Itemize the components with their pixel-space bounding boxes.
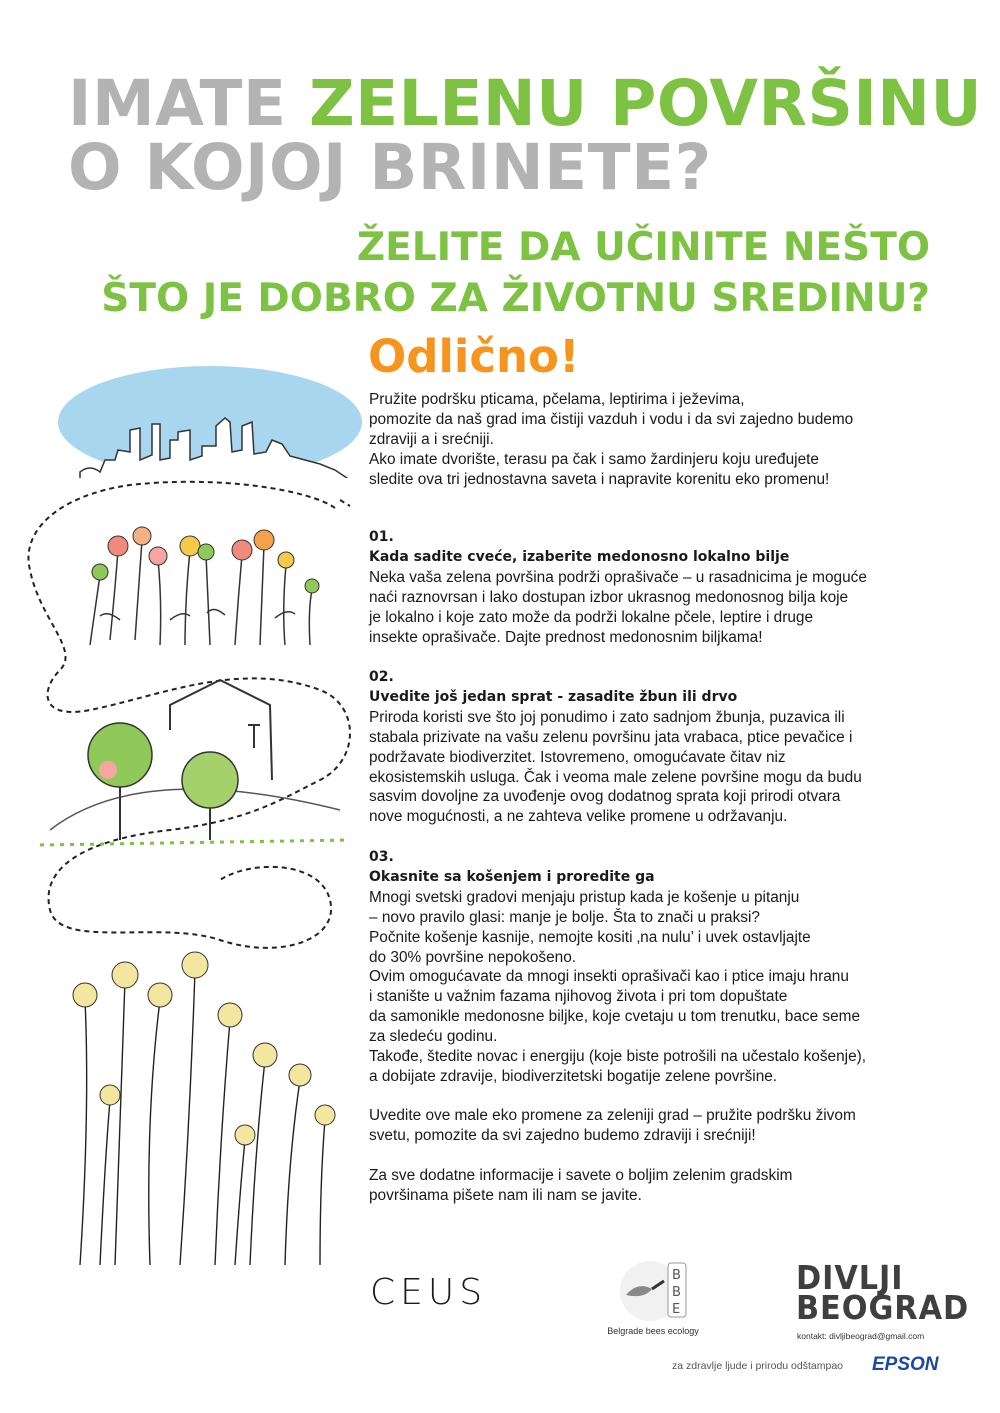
intro-line: pomozite da naš grad ima čistiji vazduh i vodu i da svi zajedno budemo	[369, 410, 854, 428]
epson-logo: EPSON	[872, 1354, 939, 1375]
contact-email: kontakt: divljibeograd@gmail.com	[797, 1331, 925, 1341]
tip-line: ekosistemskih usluga. Čak i veoma male zelene površine mogu da budu	[369, 768, 862, 786]
closing-text	[369, 1106, 969, 1146]
tip-title: Okasnite sa košenjem i proredite ga	[369, 868, 655, 885]
tip-line: za sledeću godinu.	[369, 1028, 498, 1046]
tip-line: naći raznovrsan i lako dostupan izbor ukrasnog medonosnog bilja koje	[369, 588, 849, 606]
flowers-icon	[90, 527, 319, 645]
tip-line: stabala prizivate na vašu zelenu površinu jata vrabaca, ptice pevačice i	[369, 728, 853, 746]
contact-text	[369, 1166, 969, 1206]
tip-02	[369, 668, 969, 827]
divlji-beograd-logo	[796, 1258, 970, 1327]
tip-number: 01.	[369, 529, 394, 545]
closing-line: Uvedite ove male eko promene za zeleniji grad – pružite podršku živom	[369, 1107, 856, 1124]
wild-plants-icon	[80, 970, 325, 1265]
tip-line: podržavate biodiverzitet. Istovremeno, omogućavate čitav niz	[369, 748, 786, 766]
tip-line: – novo pravilo glasi: manje je bolje. Šta to znači u praksi?	[369, 908, 760, 926]
tip-01	[369, 528, 969, 647]
tip-title: Kada sadite cveće, izaberite medonosno lokalno bilje	[369, 548, 790, 565]
tip-line: Počnite košenje kasnije, nemojte kositi ‚na nulu’ i uvek ostavljajte	[369, 928, 811, 946]
intro-line: Pružite podršku pticama, pčelama, leptirima i ježevima,	[369, 391, 745, 408]
contact-line: površinama pišete nam ili nam se javite.	[369, 1186, 642, 1204]
tip-line: i stanište u važnim fazama njihovog života i pri tom dopuštate	[369, 988, 788, 1006]
headline-gray: IMATE	[68, 67, 309, 140]
subheadline	[101, 222, 930, 324]
tip-line: insekte oprašivače. Dajte prednost medonosnim biljkama!	[369, 628, 763, 646]
tip-line: Mnogi svetski gradovi menjaju pristup kada je košenje u pitanju	[369, 888, 800, 906]
tip-line: Priroda koristi sve što joj ponudimo i zato sadnjom žbunja, puzavica ili	[369, 708, 845, 726]
printed-by: za zdravlje ljude i prirodu odštampao	[672, 1360, 844, 1372]
headline	[68, 67, 983, 204]
tip-number: 02.	[369, 669, 394, 685]
tip-line: sasvim dovoljne za uvođenje ovog dodatnog sprata koji prirodi otvara	[369, 788, 841, 806]
divlji-word: DIVLJI	[796, 1258, 904, 1297]
tip-line: da samonikle medonosne biljke, koje cvetaju u tom trenutku, bace seme	[369, 1008, 861, 1026]
bbe-caption: Belgrade bees ecology	[607, 1326, 699, 1336]
ceus-logo: CEUS	[370, 1272, 488, 1313]
house-trees-icon	[40, 680, 350, 845]
bbe-letter: B	[672, 1285, 681, 1300]
subheadline-line1: ŽELITE DA UČINITE NEŠTO	[356, 225, 930, 270]
headline-line2: O KOJOJ BRINETE?	[68, 131, 712, 204]
bbe-letter: B	[672, 1268, 681, 1283]
tip-line: Ovim omogućavate da mnogi insekti oprašivači kao i ptice imaju hranu	[369, 968, 849, 986]
contact-line: Za sve dodatne informacije i savete o boljim zelenim gradskim	[369, 1167, 793, 1184]
intro-line: sledite ova tri jednostavna saveta i napravite korenitu eko promenu!	[369, 470, 830, 488]
tip-line: nove mogućnosti, a ne zahteva velike promene u održavanju.	[369, 808, 788, 826]
bbe-letter: E	[672, 1302, 681, 1317]
tip-line: je lokalno i koje zato može da podrži lokalne pčele, leptire i druge	[369, 608, 814, 626]
nature-illustration	[20, 360, 365, 1270]
subheadline-line2: ŠTO JE DOBRO ZA ŽIVOTNU SREDINU?	[101, 276, 930, 321]
beograd-word: BEOGRAD	[796, 1288, 970, 1327]
intro-text	[369, 390, 969, 490]
tip-number: 03.	[369, 849, 394, 865]
tip-line: Takođe, štedite novac i energiju (koje biste potrošili na učestalo košenje),	[369, 1048, 867, 1066]
bee-logo-icon	[616, 1255, 690, 1325]
tip-line: do 30% površine nepokošeno.	[369, 948, 577, 966]
closing-line: svetu, pomozite da svi zajedno budemo zdraviji i srećniji!	[369, 1126, 756, 1144]
tip-line: Neka vaša zelena površina podrži oprašivače – u rasadnicima je moguće	[369, 568, 867, 586]
intro-line: Ako imate dvorište, terasu pa čak i samo žardinjeru koju uređujete	[369, 450, 819, 468]
exclaim-title: Odlično!	[368, 330, 580, 383]
tip-title: Uvedite još jedan sprat - zasadite žbun ili drvo	[369, 688, 738, 705]
intro-line: zdraviji a i srećniji.	[369, 430, 494, 448]
headline-green: ZELENU POVRŠINU	[308, 67, 983, 140]
tip-line: a dobijate zdravije, biodiverzitetski bogatije zelene površine.	[369, 1067, 778, 1085]
tip-03	[369, 848, 969, 1087]
